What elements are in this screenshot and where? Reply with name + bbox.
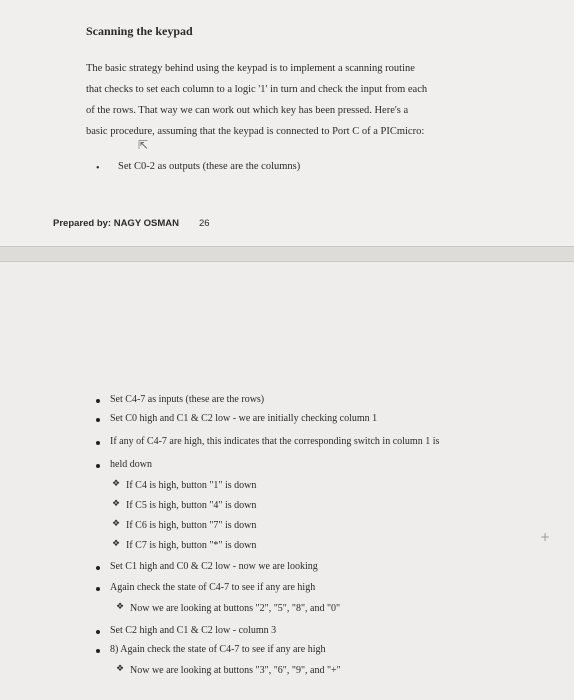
bullet-dot-icon: • <box>96 163 100 174</box>
sub-list-item: If C5 is high, button "4" is down <box>126 500 257 511</box>
bullet-dot-icon <box>96 399 100 403</box>
diamond-bullet-icon: ❖ <box>116 602 125 612</box>
paragraph-line: that checks to set each column to a logic '1' in turn and check the input from each <box>86 84 428 95</box>
list-item: held down <box>110 459 152 470</box>
sub-list-item: If C4 is high, button "1" is down <box>126 480 257 491</box>
page-27 <box>0 262 574 700</box>
bullet-dot-icon <box>96 649 100 653</box>
diamond-bullet-icon: ❖ <box>112 519 121 529</box>
footer-label: Prepared by: NAGY OSMAN <box>53 218 179 229</box>
sub-list-item: Now we are looking at buttons "2", "5", "8", and "0" <box>130 603 341 614</box>
sub-list-item: If C6 is high, button "7" is down <box>126 520 257 531</box>
bullet-dot-icon <box>96 566 100 570</box>
list-item: Set C0 high and C1 & C2 low - we are initially checking column 1 <box>110 413 378 424</box>
list-item: Set C1 high and C0 & C2 low - now we are looking <box>110 561 318 572</box>
diamond-bullet-icon: ❖ <box>116 664 125 674</box>
page-footer <box>53 218 210 229</box>
bullet-dot-icon <box>96 441 100 445</box>
list-item: 8) Again check the state of C4-7 to see if any are high <box>110 644 326 655</box>
plus-icon[interactable]: + <box>540 530 551 544</box>
diamond-bullet-icon: ❖ <box>112 479 121 489</box>
list-item: Again check the state of C4-7 to see if any are high <box>110 582 316 593</box>
sub-list-item: Now we are looking at buttons "3", "6", "9", and "+" <box>130 665 341 676</box>
page-26 <box>0 0 574 246</box>
page-number: 26 <box>199 218 210 229</box>
bullet-dot-icon <box>96 630 100 634</box>
paragraph-line: basic procedure, assuming that the keypad is connected to Port C of a PICmicro: <box>86 126 425 137</box>
bullet-dot-icon <box>96 464 100 468</box>
sub-list-item: If C7 is high, button "*" is down <box>126 540 257 551</box>
diamond-bullet-icon: ❖ <box>112 499 121 509</box>
section-heading: Scanning the keypad <box>86 24 193 38</box>
paragraph-line: of the rows. That way we can work out which key has been pressed. Here's a <box>86 105 409 116</box>
list-item: If any of C4-7 are high, this indicates that the corresponding switch in column 1 is <box>110 436 440 447</box>
bullet-dot-icon <box>96 418 100 422</box>
list-item: Set C4-7 as inputs (these are the rows) <box>110 394 265 405</box>
intro-paragraph <box>86 58 486 142</box>
bullet-dot-icon <box>96 587 100 591</box>
diamond-bullet-icon: ❖ <box>112 539 121 549</box>
cursor-icon: ⇱ <box>138 138 149 152</box>
paragraph-line: The basic strategy behind using the keypad is to implement a scanning routine <box>86 63 415 74</box>
list-item: Set C0-2 as outputs (these are the columns) <box>118 161 301 172</box>
page-separator <box>0 246 574 262</box>
list-item: Set C2 high and C1 & C2 low - column 3 <box>110 625 277 636</box>
